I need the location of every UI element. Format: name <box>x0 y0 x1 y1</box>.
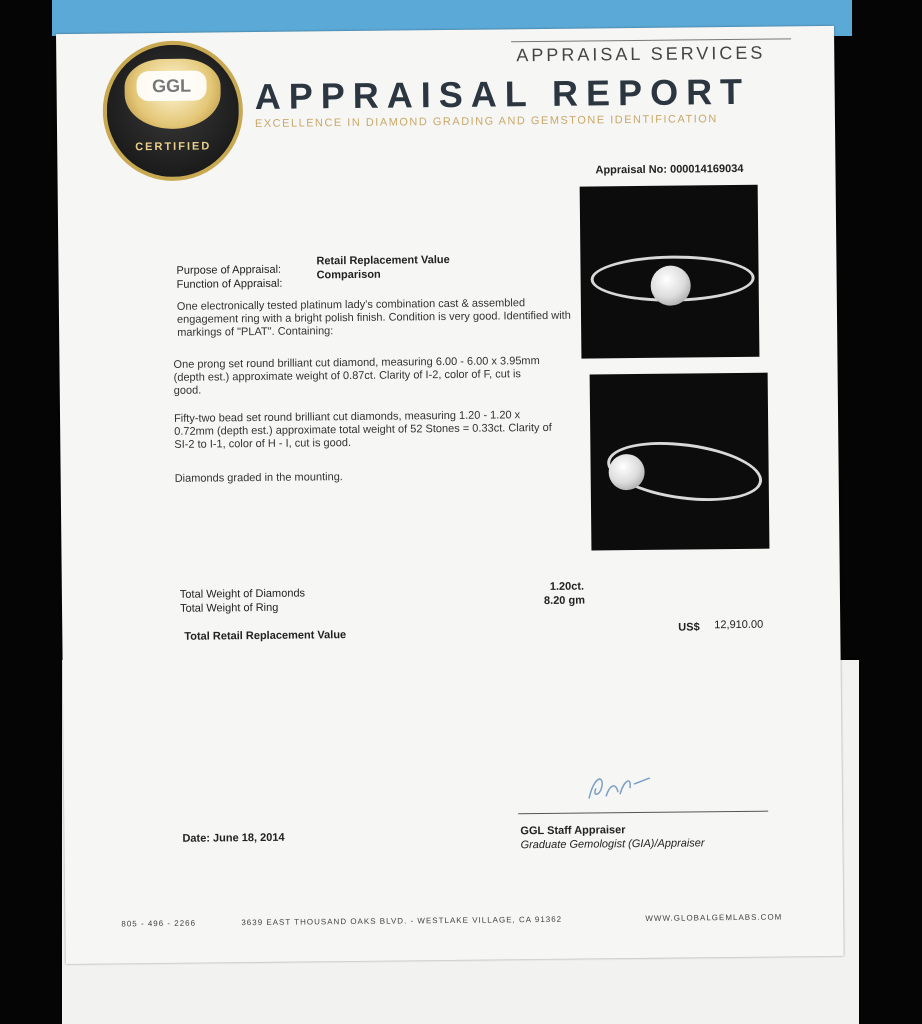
description-paragraph-4: Diamonds graded in the mounting. <box>174 471 343 485</box>
diamonds-weight-label: Total Weight of Diamonds <box>179 587 306 601</box>
retail-value-label: Total Retail Replacement Value <box>184 629 347 643</box>
ring-photo-top <box>580 185 760 359</box>
report-title: APPRAISAL REPORT <box>254 70 751 117</box>
retail-value-amount: 12,910.00 <box>714 618 764 632</box>
services-heading: APPRAISAL SERVICES <box>516 42 766 66</box>
center-stone <box>650 265 690 305</box>
seal-label: CERTIFIED <box>135 140 212 154</box>
description-paragraph-3: Fifty-two bead set round brilliant cut diamonds, measuring 1.20 - 1.20 x 0.72mm (depth est.) approximate total weight of 52 Stones = 0.33ct. Clarity of SI-2 to I-1, color of H - I, cut is good. <box>173 409 552 451</box>
appraiser-name: GGL Staff Appraiser <box>520 824 626 838</box>
ggl-seal-logo <box>102 40 243 181</box>
ring-photo-side <box>590 373 770 551</box>
seal-text: GGL <box>136 71 206 102</box>
report-subtitle: EXCELLENCE IN DIAMOND GRADING AND GEMSTONE IDENTIFICATION <box>254 113 718 130</box>
function-value: Comparison <box>316 268 381 282</box>
ring-weight-value: 8.20 gm <box>543 594 586 607</box>
services-rule <box>511 38 791 42</box>
purpose-label: Purpose of Appraisal: <box>176 263 282 277</box>
description-paragraph-2: One prong set round brilliant cut diamond, measuring 6.00 - 6.00 x 3.95mm (depth est.) approximate weight of 0.87ct. Clarity of I-2, color of F, cut is good. <box>173 355 540 397</box>
ring-weight-label: Total Weight of Ring <box>179 601 279 615</box>
purpose-value: Retail Replacement Value <box>316 253 450 268</box>
appraiser-title: Graduate Gemologist (GIA)/Appraiser <box>520 837 705 852</box>
diamonds-weight-value: 1.20ct. <box>549 580 585 593</box>
signature-mark <box>584 766 654 807</box>
appraisal-number: Appraisal No: 000014169034 <box>595 162 744 177</box>
center-stone <box>608 454 644 490</box>
function-label: Function of Appraisal: <box>176 277 283 291</box>
signature-line <box>518 811 768 815</box>
footer-phone: 805 - 496 - 2266 <box>121 918 197 929</box>
description-paragraph-1: One electronically tested platinum lady's combination cast & assembled engagement ring with a bright polish finish. Condition is very good. Identified with markings of "PLAT". Containing: <box>176 297 571 339</box>
report-date: Date: June 18, 2014 <box>182 831 285 845</box>
appraisal-sheet <box>56 26 844 964</box>
footer-website: WWW.GLOBALGEMLABS.COM <box>645 912 783 923</box>
currency-label: US$ <box>678 621 700 634</box>
footer-address: 3639 EAST THOUSAND OAKS BLVD. - WESTLAKE VILLAGE, CA 91362 <box>241 914 563 928</box>
